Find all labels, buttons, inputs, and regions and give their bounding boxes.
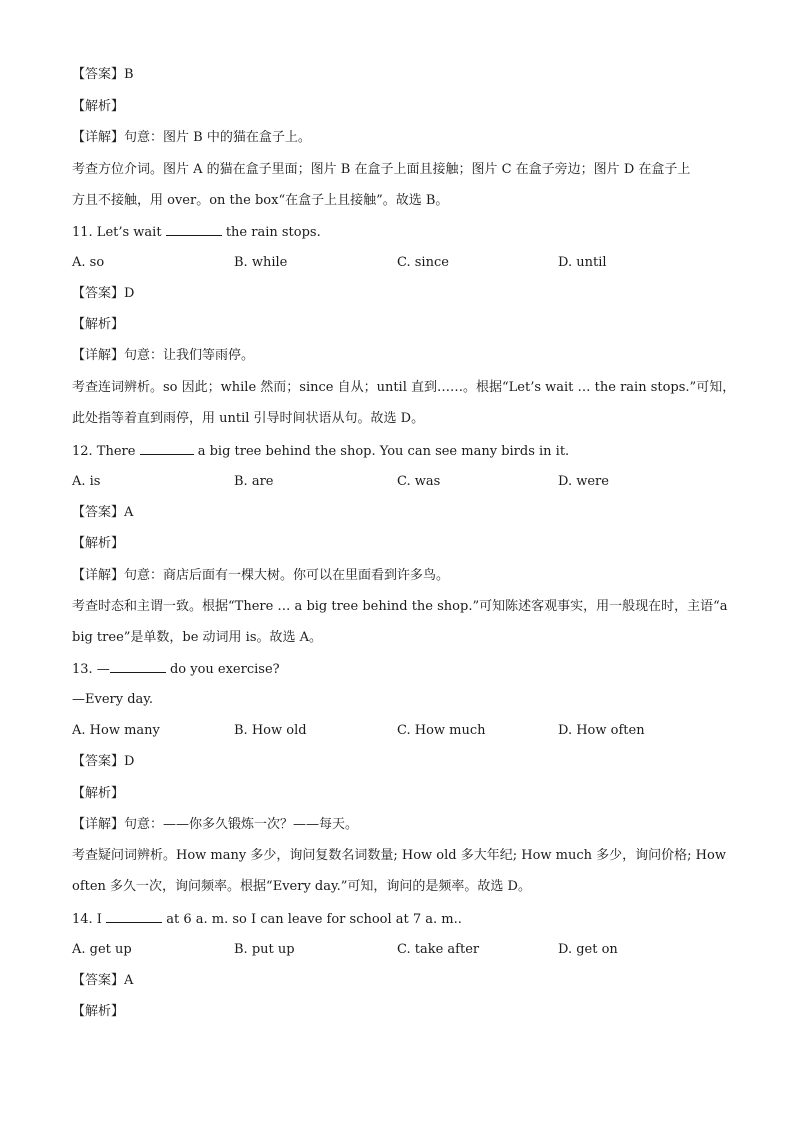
q10-answer: 【答案】B xyxy=(72,67,134,82)
q14-blank xyxy=(106,910,162,923)
q10-explanation-line2: 方且不接触，用 over。on the box“在盒子上且接触”。故选 B。 xyxy=(72,193,449,208)
q12-stem-before: 12. There xyxy=(72,444,140,459)
q11-stem-after: the rain stops. xyxy=(221,225,321,240)
q11-answer: 【答案】D xyxy=(72,286,135,301)
q14-stem-after: at 6 a. m. so I can leave for school at 7 a. m.. xyxy=(162,912,462,927)
q14-options xyxy=(72,941,732,959)
q11-option-a: A. so xyxy=(72,255,105,270)
q12-blank xyxy=(140,442,194,455)
q12-option-b: B. are xyxy=(234,474,274,489)
q11-detail: 【详解】句意：让我们等雨停。 xyxy=(72,348,255,363)
q13-option-a: A. How many xyxy=(72,723,160,738)
q11-option-b: B. while xyxy=(234,255,288,270)
q12-stem xyxy=(72,442,569,461)
q14-option-d: D. get on xyxy=(558,942,618,957)
q13-answer: 【答案】D xyxy=(72,754,135,769)
q13-explanation-line2: often 多久一次，询问频率。根据“Every day.”可知，询问的是频率。故选 D。 xyxy=(72,879,531,894)
q13-stem-before: 13. — xyxy=(72,662,110,677)
q11-options xyxy=(72,254,732,272)
q14-option-a: A. get up xyxy=(72,942,132,957)
q12-explanation-line2: big tree”是单数，be 动词用 is。故选 A。 xyxy=(72,630,323,645)
q11-analysis: 【解析】 xyxy=(72,317,125,332)
q11-explanation-line1: 考查连词辨析。so 因此；while 然而；since 自从；until 直到……。根据“Let’s wait … the rain stops.”可知， xyxy=(72,380,736,395)
q13-blank xyxy=(110,660,166,673)
q12-stem-after: a big tree behind the shop. You can see many birds in it. xyxy=(193,444,570,459)
q12-option-a: A. is xyxy=(72,474,101,489)
q13-analysis: 【解析】 xyxy=(72,786,125,801)
q14-option-c: C. take after xyxy=(397,942,480,957)
q13-stem xyxy=(72,660,280,679)
q11-explanation-line2: 此处指等着直到雨停，用 until 引导时间状语从句。故选 D。 xyxy=(72,411,425,426)
q13-option-b: B. How old xyxy=(234,723,307,738)
q12-detail: 【详解】句意：商店后面有一棵大树。你可以在里面看到许多鸟。 xyxy=(72,568,450,583)
q10-analysis: 【解析】 xyxy=(72,99,125,114)
q14-option-b: B. put up xyxy=(234,942,295,957)
q11-blank xyxy=(166,223,222,236)
q13-reply: —Every day. xyxy=(72,692,154,707)
q13-stem-after: do you exercise? xyxy=(165,662,280,677)
q13-detail: 【详解】句意：——你多久锻炼一次？——每天。 xyxy=(72,817,359,832)
q14-answer: 【答案】A xyxy=(72,973,134,988)
q12-explanation-line1: 考查时态和主谓一致。根据“There … a big tree behind the shop.”可知陈述客观事实，用一般现在时，主语“a xyxy=(72,599,728,614)
q10-detail: 【详解】句意：图片 B 中的猫在盒子上。 xyxy=(72,130,311,145)
q11-stem-before: 11. Let’s wait xyxy=(72,225,166,240)
q12-options xyxy=(72,473,732,491)
q14-stem-before: 14. I xyxy=(72,912,107,927)
q12-option-c: C. was xyxy=(397,474,441,489)
q13-option-d: D. How often xyxy=(558,723,645,738)
q11-stem xyxy=(72,223,321,242)
q12-option-d: D. were xyxy=(558,474,609,489)
q12-answer: 【答案】A xyxy=(72,505,134,520)
q13-explanation-line1: 考查疑问词辨析。How many 多少，询问复数名词数量; How old 多大年纪; How much 多少，询问价格; How xyxy=(72,848,726,863)
q13-option-c: C. How much xyxy=(397,723,486,738)
q11-option-d: D. until xyxy=(558,255,607,270)
q11-option-c: C. since xyxy=(397,255,449,270)
q12-analysis: 【解析】 xyxy=(72,536,125,551)
q14-analysis: 【解析】 xyxy=(72,1004,125,1019)
q10-explanation-line1: 考查方位介词。图片 A 的猫在盒子里面；图片 B 在盒子上面且接触；图片 C 在盒子旁边；图片 D 在盒子上 xyxy=(72,162,691,177)
q13-options xyxy=(72,722,732,740)
q14-stem xyxy=(72,910,462,929)
